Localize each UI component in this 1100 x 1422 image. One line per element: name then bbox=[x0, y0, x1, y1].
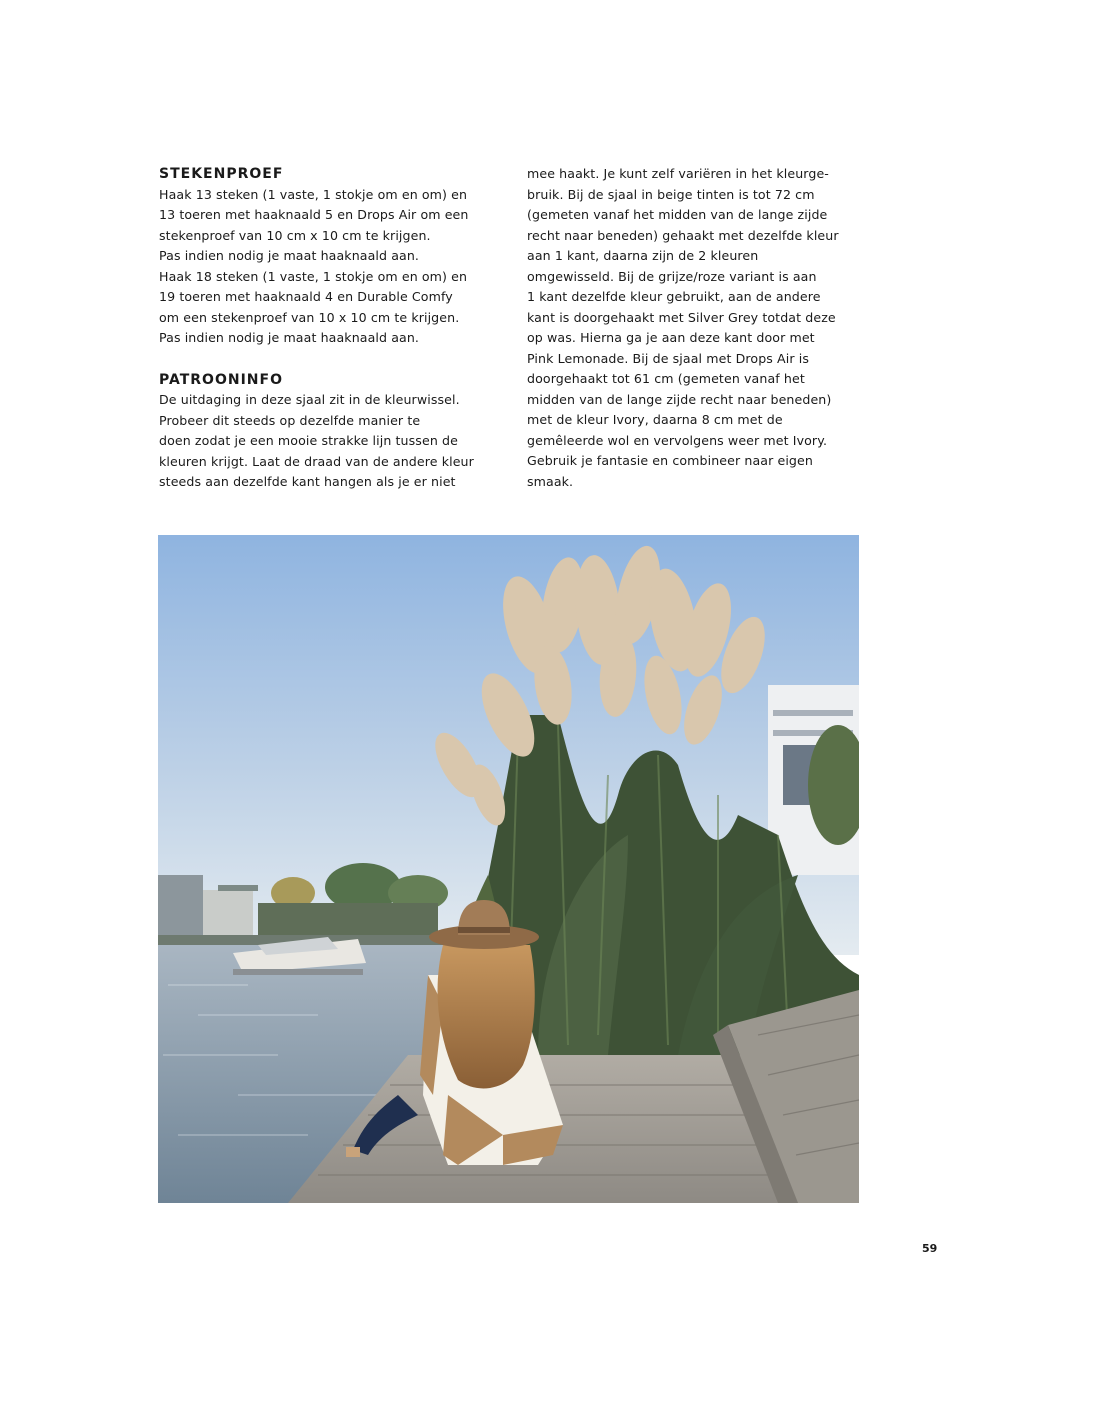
patrooninfo-continued-line: omgewisseld. Bij de grijze/roze variant is aan bbox=[527, 268, 817, 284]
stekenproef-line: om een stekenproef van 10 x 10 cm te krijgen. bbox=[159, 309, 460, 325]
patrooninfo-line: Probeer dit steeds op dezelfde manier te bbox=[159, 412, 421, 428]
patrooninfo-continued-line: smaak. bbox=[527, 473, 574, 489]
patrooninfo-continued-line: (gemeten vanaf het midden van de lange zijde bbox=[527, 207, 828, 222]
patrooninfo-continued-line: op was. Hierna ga je aan deze kant door met bbox=[527, 330, 815, 345]
right-column bbox=[527, 164, 867, 492]
patrooninfo-line: kleuren krijgt. Laat de draad van de andere kleur bbox=[159, 453, 474, 469]
patrooninfo-continued-line: Pink Lemonade. Bij de sjaal met Drops Air is bbox=[527, 350, 810, 366]
patrooninfo-line: steeds aan dezelfde kant hangen als je er niet bbox=[159, 474, 456, 489]
patrooninfo-continued-line: met de kleur Ivory, daarna 8 cm met de bbox=[527, 412, 783, 427]
lakeside-photo bbox=[158, 535, 859, 1203]
section-spacer bbox=[159, 349, 499, 370]
patrooninfo-continued-line: gemêleerde wol en vervolgens weer met Ivory. bbox=[527, 432, 828, 448]
patrooninfo-continued-line: kant is doorgehaakt met Silver Grey totdat deze bbox=[527, 309, 836, 325]
patrooninfo-continued-line: aan 1 kant, daarna zijn de 2 kleuren bbox=[527, 248, 759, 263]
patrooninfo-continued-line: mee haakt. Je kunt zelf variëren in het kleurge- bbox=[527, 166, 829, 181]
stekenproef-line: 13 toeren met haaknaald 5 en Drops Air om een bbox=[159, 207, 469, 222]
stekenproef-line: Haak 18 steken (1 vaste, 1 stokje om en om) en bbox=[159, 268, 468, 284]
patrooninfo-continued-line: bruik. Bij de sjaal in beige tinten is tot 72 cm bbox=[527, 186, 815, 202]
stekenproef-line: Pas indien nodig je maat haaknaald aan. bbox=[159, 248, 420, 263]
stekenproef-line: 19 toeren met haaknaald 4 en Durable Comfy bbox=[159, 289, 453, 304]
stekenproef-heading: STEKENPROEF bbox=[159, 166, 284, 182]
patrooninfo-line: De uitdaging in deze sjaal zit in de kleurwissel. bbox=[159, 392, 460, 407]
patrooninfo-line: doen zodat je een mooie strakke lijn tussen de bbox=[159, 433, 458, 448]
patrooninfo-continued-line: midden van de lange zijde recht naar beneden) bbox=[527, 391, 832, 407]
page-number: 59 bbox=[922, 1242, 938, 1255]
patrooninfo-continued-line: Gebruik je fantasie en combineer naar eigen bbox=[527, 453, 813, 468]
stekenproef-line: Pas indien nodig je maat haaknaald aan. bbox=[159, 330, 420, 345]
patrooninfo-continued-line: doorgehaakt tot 61 cm (gemeten vanaf het bbox=[527, 371, 805, 386]
stekenproef-body bbox=[159, 185, 499, 349]
left-column bbox=[159, 164, 499, 493]
patrooninfo-continued-line: recht naar beneden) gehaakt met dezelfde kleur bbox=[527, 227, 839, 243]
stekenproef-line: stekenproef van 10 cm x 10 cm te krijgen. bbox=[159, 227, 431, 243]
patrooninfo-body bbox=[159, 390, 499, 493]
stekenproef-line: Haak 13 steken (1 vaste, 1 stokje om en om) en bbox=[159, 186, 468, 202]
patrooninfo-heading: PATROONINFO bbox=[159, 371, 283, 388]
patrooninfo-continued-line: 1 kant dezelfde kleur gebruikt, aan de andere bbox=[527, 289, 821, 304]
photo-illustration bbox=[158, 535, 859, 1203]
